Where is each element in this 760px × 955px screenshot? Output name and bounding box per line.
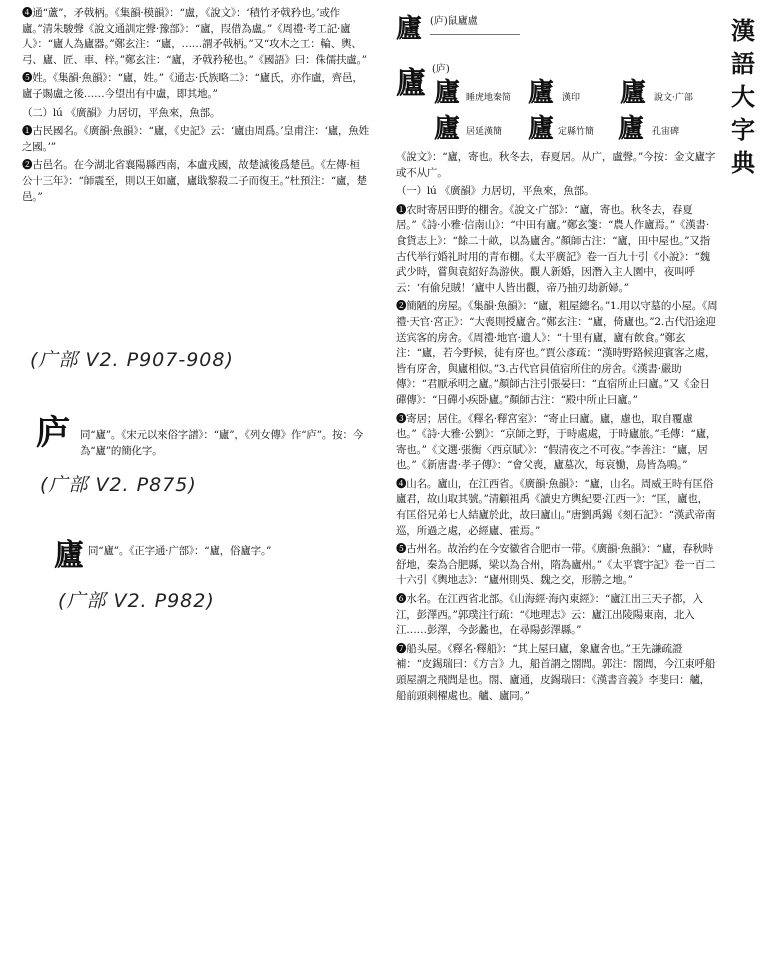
ancient-form: 廬 <box>620 78 647 108</box>
ancient-form-label: 漢印 <box>562 93 581 103</box>
definition-paragraph: ❷簡陋的房屋。《集韻·魚韻》：“廬，粗屋總名。”1.用以守墓的小屋。《周禮·天官·宮正》：“大喪則授廬舍。”鄭玄注：“廬，倚廬也。”2.古代沿途迎送宾客的房舍。《周禮·地官·遺人》：“十里有廬，廬有飲食。”鄭玄注：“廬，若今野候，徒有庌也。”賈公彥疏：“漢時野路候迎賓客之處，皆有庌舍，與廬相似。”3.古代官員值宿所住的房舍。《漢書·嚴助傳》：“君厭承明之廬。”顏師古注引張晏曰：“直宿所止曰廬。”又《金日磾傳》：“日磾小疾卧廬。”顏師古注：“殿中所止曰廬。” <box>396 300 718 406</box>
pronunciation-line: （二）lú 《廣韻》力居切，平魚來，魚部。 <box>22 106 221 119</box>
definition-paragraph: ❹通“蘆”，矛戟柄。《集韻·模韻》：“盧，《說文》：‘積竹矛戟矜也。’或作廬。”清朱駿聲《說文通訓定聲·豫部》：“廬，叚借為盧。”《周禮·考工記·廬人》：“廬人為廬器。”鄭玄注：“廬，……謂矛戟柄。”又“攻木之工：輪、輿、弓、廬、匠、車、梓。”鄭玄注：“廬，矛戟矜秘也。”《國語》曰：侏儒扶盧。” <box>22 7 367 66</box>
definition-paragraph: ❶古民國名。《廣韻·魚韻》：“廬，《史記》云：‘廬由周爲。’皇甫注：‘廬，魚姓之國。’” <box>22 125 369 153</box>
definition-paragraph: ❶农时寄居田野的棚舍。《說文·广部》：“廬，寄也。秋冬去，春夏居。”《詩·小雅·信南山》：“中田有廬。”鄭玄箋：“農人作廬焉。”《漢書·食貨志上》：“餘二十畝，以為廬舍。”顏師古注：“廬，田中屋也。”又指古代举行婚礼时用的青布棚。《太平廣記》卷一百九十引《小說》：“魏武少時，嘗與袁紹好為游俠。觀人新婚，因潛入主人園中，夜叫呼云：‘有偷兒賊！’廬中人皆出觀，帝乃抽刃劫新婦。” <box>396 203 710 294</box>
pronunciation-line: （一）lú 《廣韻》力居切，平魚來，魚部。 <box>396 185 595 198</box>
title-char: 字 <box>731 115 755 144</box>
ancient-form-label: 睡虎地秦简 <box>466 93 512 103</box>
title-char: 漢 <box>731 16 755 45</box>
title-char: 典 <box>731 148 755 177</box>
handwritten-note: (广部 V2. P907-908) <box>30 349 234 371</box>
title-char: 大 <box>731 82 755 111</box>
ancient-form: 廬 <box>434 78 461 108</box>
entry-text: 同“廬”。《正字通·广部》：“廬，俗廬字。” <box>88 545 272 557</box>
title-char: 語 <box>731 49 755 78</box>
handwritten-note: (广部 V2. P982) <box>58 590 215 612</box>
definition-paragraph: ❺古州名。故治约在今安徽省合肥市一带。《廣韻·魚韻》：“廬，春秋時舒地，秦為合肥縣，梁以為合州，隋為廬州。”《太平寰宇記》卷一百二十六引《輿地志》：“廬州則吳、魏之交，形勝之地。” <box>396 543 716 587</box>
ancient-form-label: 居延漢簡 <box>466 127 503 137</box>
definition-paragraph: ❸寄居；居住。《釋名·釋宮室》：“寄止曰廬。廬，慮也，取自覆慮也。”《詩·大雅·公劉》：“京師之野，于時處處，于時廬旅。”毛傳：“廬，寄也。”《文選·張衡〈西京賦〉》：“假清夜之不可夜。”李善注：“廬，居也。”《新唐書·孝子傳》：“會父喪，廬墓次，每哀慟，鳥皆為鳴。” <box>396 412 717 472</box>
ancient-form: 廬 <box>528 78 555 108</box>
definition-paragraph: ❹山名。廬山，在江西省。《廣韻·魚韻》：“廬，山名。周威王時有匡俗廬君，故山取其號。”清顧祖禹《讀史方輿紀要·江西一》：“匡，廬也，有匡俗兄弟七人結廬於此，故曰廬山。”唐劉禹錫《刻石記》：“漢武帝南巡，所過之處，必經廬、霍焉。” <box>396 477 716 537</box>
definition-paragraph: ❻水名。在江西省北部。《山海經·海內東經》：“廬江出三天子都，入江，彭澤西。”郭璞注行疏：“《地理志》云：廬江出陵陽東南，北入江……彭澤，今彭蠡也，在尋陽彭澤縣。” <box>396 593 703 637</box>
left-column <box>22 6 370 208</box>
entry-headword: 廬 <box>54 538 84 573</box>
right-column <box>396 150 718 707</box>
top-headword: 廬 <box>396 14 423 44</box>
ancient-form: 廬 <box>618 114 645 144</box>
definition-paragraph: ❼船头屋。《釋名·釋船》：“其上屋曰廬，象廬舍也。”王先謙疏證補：“皮錫瑞曰：《方言》九，船首謂之閤閭。郭注：閤閭，今江東呼船頭屋謂之飛閭是也。閤、廬通，皮錫瑞曰：《漢書音義》李斐曰：艫，船前頭刺櫂處也。艫、廬同。” <box>396 642 716 702</box>
dictionary-title <box>728 14 758 179</box>
ancient-form-label: 說文·广部 <box>654 93 693 103</box>
ancient-form-label: 孔宙碑 <box>652 127 680 137</box>
header-rule <box>430 34 520 35</box>
main-headword: 廬 <box>396 66 426 101</box>
main-headword-tag: (庐) <box>432 64 450 75</box>
ancient-form-label: 定縣竹簡 <box>558 127 595 137</box>
definition-paragraph: ❺姓。《集韻·魚韻》：“廬，姓。”《通志·氏族略二》：“廬氏，亦作盧，齊邑，廬子賜盧之後……今望出有中盧，即其地。” <box>22 72 363 100</box>
definition-paragraph: 《說文》：“廬，寄也。秋冬去，春夏居。从广，盧聲。”今按：金文廬字或不从广。 <box>396 151 716 179</box>
entry-headword: 庐 <box>36 413 70 453</box>
entry-text: 同“廬”。《宋元以來俗字譜》：“廬”，《列女傳》作“庐”。按：今為“廬”的簡化字。 <box>80 429 364 457</box>
handwritten-note: (广部 V2. P875) <box>40 474 197 496</box>
definition-paragraph: ❷古邑名。在今湖北省襄陽縣西南，本盧戎國，故楚滅後爲楚邑。《左傳·桓公十三年》：“師震至，則以王如廬，廬戢黎殺二子而復王。”杜預注：“廬，楚邑。” <box>22 159 367 203</box>
top-headword-note: (庐)鼠廬盧 <box>430 16 478 27</box>
ancient-form: 廬 <box>528 114 555 144</box>
ancient-form: 廬 <box>434 114 461 144</box>
